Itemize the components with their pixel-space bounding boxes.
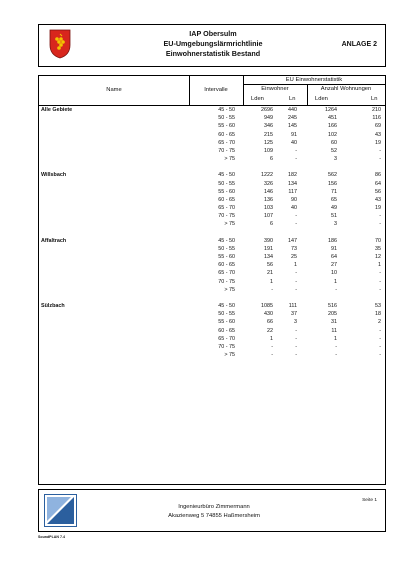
table-row (39, 106, 385, 114)
residents-ln-cell: 1 (294, 262, 297, 269)
residents-ln-cell: - (295, 278, 297, 285)
dwellings-lden-cell: 3 (334, 156, 337, 163)
divider (243, 84, 385, 85)
residents-ln-cell: - (295, 335, 297, 342)
table-row (39, 204, 385, 212)
interval-cell: 65 - 70 (218, 335, 235, 342)
table-row (39, 114, 385, 122)
dwellings-ln-cell: 2 (378, 319, 381, 326)
table-row (39, 196, 385, 204)
dwellings-ln-cell: - (379, 335, 381, 342)
table-row (39, 253, 385, 261)
coat-of-arms-icon (49, 29, 71, 59)
residents-ln-cell: - (295, 343, 297, 350)
table-row (39, 310, 385, 318)
residents-ln-cell: 25 (291, 254, 297, 260)
dwellings-lden-cell: 91 (331, 245, 337, 252)
dwellings-lden-cell: 71 (331, 188, 337, 195)
interval-cell: 60 - 65 (218, 131, 235, 138)
dwellings-header: Anzahl Wohnungen (320, 86, 372, 92)
residents-lden-cell: 191 (264, 245, 273, 252)
dwellings-ln-cell: - (379, 286, 381, 293)
residents-lden-cell: - (271, 352, 273, 359)
residents-ln-cell: 245 (288, 115, 297, 122)
residents-lden-cell: 1222 (261, 172, 273, 179)
table-row (39, 261, 385, 269)
interval-cell: 55 - 60 (218, 123, 235, 130)
software-stamp: SoundPLAN 7.4 (38, 535, 65, 539)
interval-cell: 65 - 70 (218, 270, 235, 277)
ln-header: Ln (371, 96, 378, 102)
interval-cell: 60 - 65 (218, 262, 235, 269)
residents-ln-cell: 3 (294, 319, 297, 326)
table-row (39, 335, 385, 343)
table-body (39, 106, 385, 359)
dwellings-ln-cell: 18 (375, 311, 381, 318)
residents-ln-cell: 91 (291, 131, 297, 138)
dwellings-ln-cell: 1 (378, 262, 381, 269)
dwellings-lden-cell: 49 (331, 205, 337, 212)
residents-lden-cell: 21 (267, 270, 273, 277)
interval-cell: 65 - 70 (218, 139, 235, 146)
dwellings-lden-cell: 52 (331, 147, 337, 154)
dwellings-lden-cell: - (335, 286, 337, 293)
col-name-header: Name (106, 87, 122, 93)
residents-lden-cell: 103 (264, 205, 273, 212)
dwellings-lden-cell: 186 (328, 237, 337, 244)
interval-cell: > 75 (224, 156, 235, 163)
residents-lden-cell: - (271, 286, 273, 293)
document-header (38, 24, 386, 67)
residents-lden-cell: 430 (264, 311, 273, 318)
dwellings-ln-cell: 70 (375, 237, 381, 244)
interval-cell: 70 - 75 (218, 147, 235, 154)
residents-lden-cell: 1085 (261, 302, 273, 309)
dwellings-ln-cell: 43 (375, 196, 381, 203)
dwellings-lden-cell: 102 (328, 131, 337, 138)
interval-cell: 55 - 60 (218, 319, 235, 326)
group-name: Willsbach (41, 172, 67, 179)
dwellings-ln-cell: 64 (375, 180, 381, 187)
table-row (39, 171, 385, 179)
lden-header: Lden (315, 96, 328, 102)
table-header (39, 76, 385, 106)
ln-header: Ln (289, 96, 296, 102)
annex-label: ANLAGE 2 (341, 41, 377, 48)
residents-lden-cell: 1 (270, 335, 273, 342)
dwellings-ln-cell: - (379, 352, 381, 359)
residents-ln-cell: 117 (288, 188, 297, 195)
residents-lden-cell: 2696 (261, 107, 273, 113)
residents-lden-cell: 146 (264, 188, 273, 195)
table-row (39, 122, 385, 130)
dwellings-ln-cell: - (379, 270, 381, 277)
dwellings-lden-cell: 64 (331, 254, 337, 260)
dwellings-lden-cell: 166 (328, 123, 337, 130)
dwellings-lden-cell: - (335, 352, 337, 359)
residents-ln-cell: - (295, 352, 297, 359)
residents-lden-cell: 326 (264, 180, 273, 187)
interval-cell: 55 - 60 (218, 188, 235, 195)
residents-ln-cell: 90 (291, 196, 297, 203)
interval-cell: 70 - 75 (218, 278, 235, 285)
dwellings-ln-cell: - (379, 156, 381, 163)
residents-ln-cell: 145 (288, 123, 297, 130)
group-spacer (39, 163, 385, 171)
header-title-2: EU-Umgebungslärmrichtlinie (163, 39, 263, 48)
table-row (39, 180, 385, 188)
residents-header: Einwohner (261, 86, 289, 92)
interval-cell: 50 - 55 (218, 180, 235, 187)
group-name: Alle Gebiete (41, 107, 73, 113)
residents-ln-cell: 40 (291, 139, 297, 146)
dwellings-lden-cell: 11 (331, 327, 337, 334)
residents-lden-cell: 66 (267, 319, 273, 326)
dwellings-ln-cell: 35 (375, 245, 381, 252)
page-number: Seite 1 (362, 498, 377, 503)
dwellings-lden-cell: 205 (328, 311, 337, 318)
table-row (39, 131, 385, 139)
dwellings-lden-cell: 60 (331, 139, 337, 146)
dwellings-ln-cell: - (379, 221, 381, 228)
company-name: Ingenieurbüro Zimmermann (178, 504, 250, 510)
interval-cell: 60 - 65 (218, 196, 235, 203)
residents-lden-cell: 6 (270, 221, 273, 228)
table-row (39, 237, 385, 245)
table-row (39, 147, 385, 155)
dwellings-lden-cell: 1 (334, 278, 337, 285)
dwellings-ln-cell: - (379, 343, 381, 350)
interval-cell: > 75 (224, 286, 235, 293)
residents-ln-cell: 182 (288, 172, 297, 179)
residents-lden-cell: 949 (264, 115, 273, 122)
interval-cell: 60 - 65 (218, 327, 235, 334)
interval-cell: 70 - 75 (218, 343, 235, 350)
interval-cell: 45 - 50 (218, 107, 235, 113)
group-header: EU Einwohnerstatistik (285, 77, 343, 83)
interval-cell: 65 - 70 (218, 205, 235, 212)
statistics-table (38, 75, 386, 485)
residents-lden-cell: 1 (270, 278, 273, 285)
residents-lden-cell: 22 (267, 327, 273, 334)
table-row (39, 286, 385, 294)
residents-ln-cell: - (295, 221, 297, 228)
company-address: Akazienweg 5 74855 Haßmersheim (168, 513, 260, 519)
header-title-3: Einwohnerstatistik Bestand (165, 49, 261, 58)
residents-ln-cell: 440 (288, 107, 297, 113)
table-row (39, 269, 385, 277)
dwellings-ln-cell: 43 (375, 131, 381, 138)
residents-ln-cell: 111 (288, 302, 297, 309)
residents-lden-cell: 134 (264, 254, 273, 260)
dwellings-ln-cell: - (379, 147, 381, 154)
table-row (39, 220, 385, 228)
table-row (39, 188, 385, 196)
residents-ln-cell: 40 (291, 205, 297, 212)
dwellings-ln-cell: 19 (375, 139, 381, 146)
residents-ln-cell: 134 (288, 180, 297, 187)
group-spacer (39, 229, 385, 237)
dwellings-ln-cell: 12 (375, 254, 381, 260)
dwellings-ln-cell: 69 (375, 123, 381, 130)
lden-header: Lden (251, 96, 264, 102)
table-row (39, 302, 385, 310)
table-row (39, 343, 385, 351)
residents-lden-cell: 346 (264, 123, 273, 130)
interval-cell: 45 - 50 (218, 302, 235, 309)
residents-ln-cell: 73 (291, 245, 297, 252)
dwellings-ln-cell: 86 (375, 172, 381, 179)
residents-ln-cell: - (295, 156, 297, 163)
residents-ln-cell: - (295, 213, 297, 220)
interval-cell: 70 - 75 (218, 213, 235, 220)
residents-lden-cell: 125 (264, 139, 273, 146)
dwellings-lden-cell: 27 (331, 262, 337, 269)
dwellings-lden-cell: 451 (328, 115, 337, 122)
residents-lden-cell: 6 (270, 156, 273, 163)
interval-cell: 50 - 55 (218, 245, 235, 252)
interval-cell: 50 - 55 (218, 115, 235, 122)
dwellings-ln-cell: - (379, 327, 381, 334)
interval-cell: 55 - 60 (218, 254, 235, 260)
dwellings-lden-cell: - (335, 343, 337, 350)
dwellings-lden-cell: 65 (331, 196, 337, 203)
table-row (39, 351, 385, 359)
residents-lden-cell: 107 (264, 213, 273, 220)
interval-cell: > 75 (224, 352, 235, 359)
dwellings-lden-cell: 51 (331, 213, 337, 220)
group-name: Affaltrach (41, 237, 67, 244)
dwellings-lden-cell: 10 (331, 270, 337, 277)
dwellings-ln-cell: 19 (375, 205, 381, 212)
dwellings-lden-cell: 516 (328, 302, 337, 309)
residents-lden-cell: 390 (264, 237, 273, 244)
residents-ln-cell: - (295, 327, 297, 334)
residents-lden-cell: 215 (264, 131, 273, 138)
table-row (39, 139, 385, 147)
table-row (39, 155, 385, 163)
group-spacer (39, 294, 385, 302)
dwellings-lden-cell: 156 (328, 180, 337, 187)
dwellings-lden-cell: 3 (334, 221, 337, 228)
dwellings-lden-cell: 1 (334, 335, 337, 342)
residents-lden-cell: 109 (264, 147, 273, 154)
table-row (39, 245, 385, 253)
residents-ln-cell: - (295, 270, 297, 277)
residents-ln-cell: - (295, 286, 297, 293)
residents-ln-cell: - (295, 147, 297, 154)
dwellings-lden-cell: 562 (328, 172, 337, 179)
col-interval-header: Intervalle (204, 87, 228, 93)
dwellings-lden-cell: 1264 (325, 107, 337, 113)
dwellings-ln-cell: 210 (372, 107, 381, 113)
company-logo-icon (44, 494, 77, 527)
group-name: Sülzbach (41, 302, 65, 309)
table-row (39, 212, 385, 220)
interval-cell: 45 - 50 (218, 172, 235, 179)
dwellings-ln-cell: 53 (375, 302, 381, 309)
dwellings-ln-cell: - (379, 278, 381, 285)
interval-cell: > 75 (224, 221, 235, 228)
residents-lden-cell: 56 (267, 262, 273, 269)
dwellings-lden-cell: 31 (331, 319, 337, 326)
residents-ln-cell: 147 (288, 237, 297, 244)
interval-cell: 50 - 55 (218, 311, 235, 318)
table-row (39, 318, 385, 326)
residents-lden-cell: 136 (264, 196, 273, 203)
header-title-1: IAP Obersulm (189, 29, 237, 38)
dwellings-ln-cell: 116 (372, 115, 381, 122)
interval-cell: 45 - 50 (218, 237, 235, 244)
document-footer (38, 489, 386, 532)
dwellings-ln-cell: - (379, 213, 381, 220)
residents-ln-cell: 37 (291, 311, 297, 318)
table-row (39, 278, 385, 286)
dwellings-ln-cell: 56 (375, 188, 381, 195)
table-row (39, 327, 385, 335)
residents-lden-cell: - (271, 343, 273, 350)
